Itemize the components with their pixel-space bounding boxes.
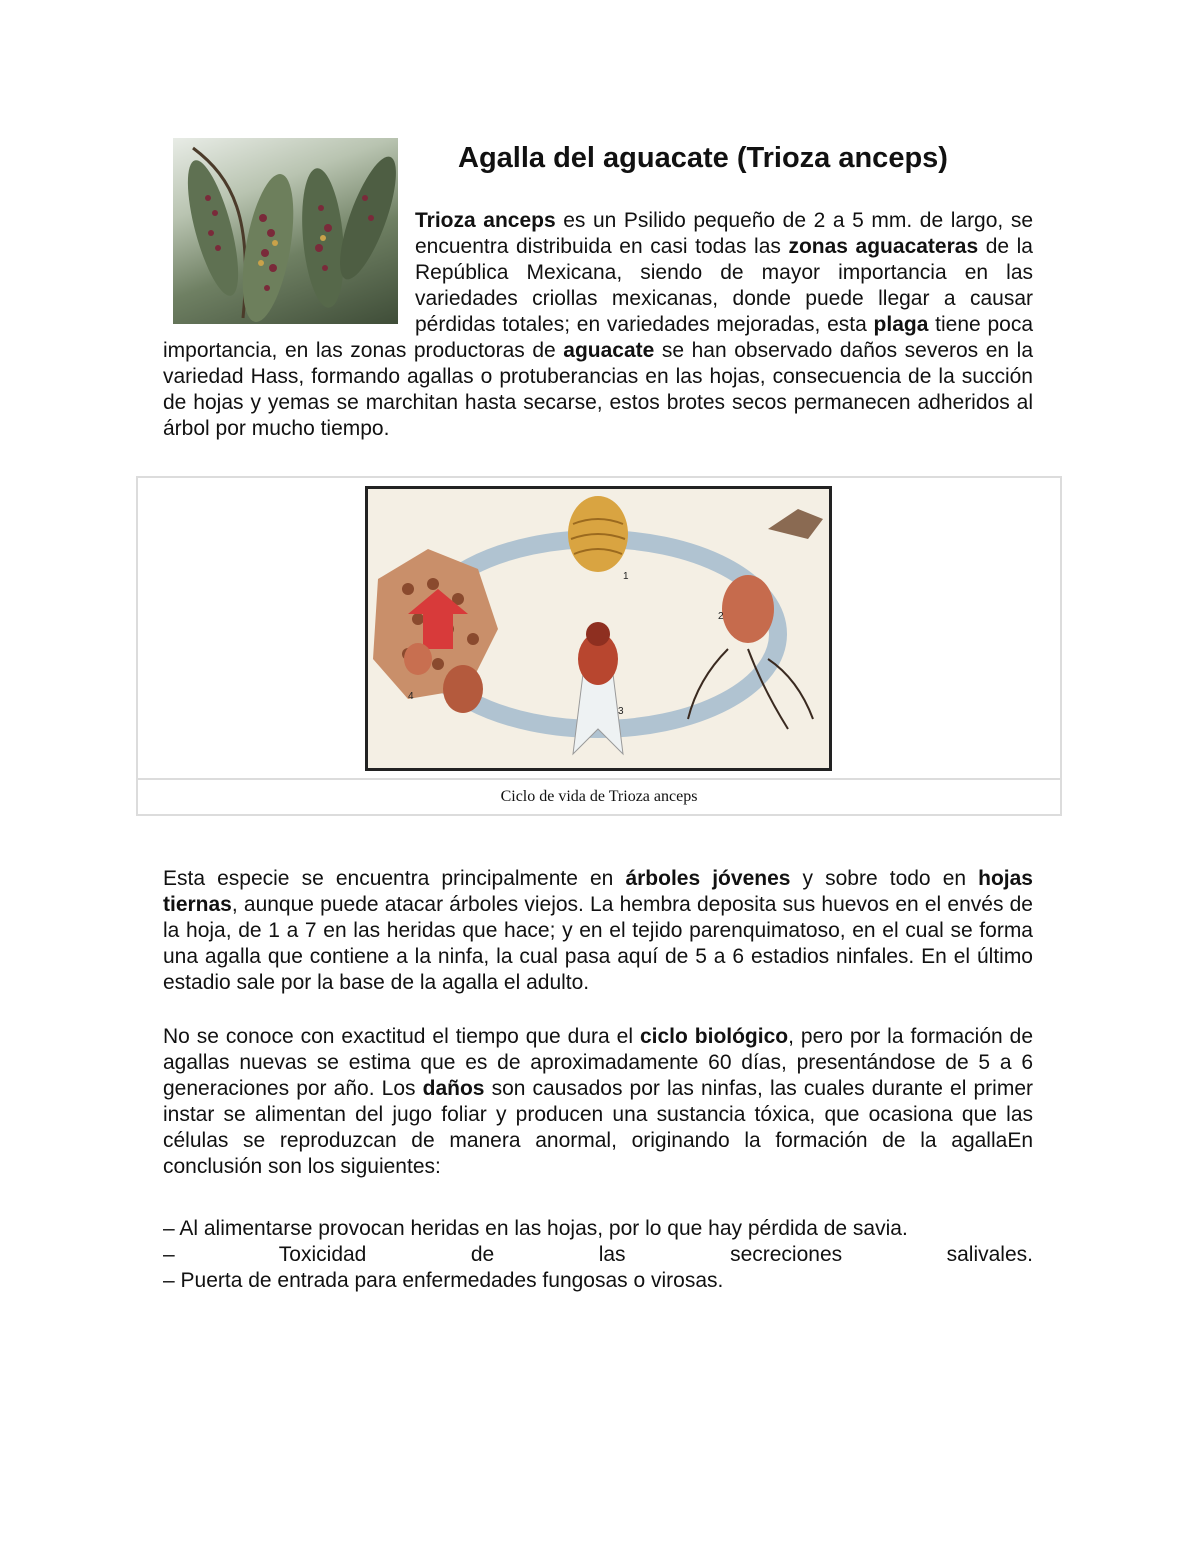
bold-term: zonas aguacateras bbox=[788, 235, 979, 258]
stage-label-1: 1 bbox=[623, 571, 629, 582]
bold-term: plaga bbox=[873, 313, 929, 336]
bold-term: Trioza anceps bbox=[415, 209, 556, 232]
body-paragraph-2: No se conoce con exactitud el tiempo que dura el ciclo biológico, pero por la formación de agallas nuevas se estima que es de aproximadamente 60 días, presentándose de 5 a 6 generaciones por año. Los daños son causados por las ninfas, las cuales durante el primer instar se alimentan del jugo foliar y producen una sustancia tóxica, que ocasiona que las células se reproduzcan de manera anormal, originando la formación de la agallaEn conclusión son los siguientes: bbox=[163, 1025, 1034, 1178]
list-item: – Puerta de entrada para enfermedades fungosas o virosas. bbox=[163, 1269, 724, 1292]
stage-label-4: 4 bbox=[408, 691, 414, 702]
list-item: – Toxicidad de las secreciones salivales. bbox=[163, 1243, 1033, 1266]
egg-stage bbox=[568, 496, 628, 572]
page-title: Agalla del aguacate (Trioza anceps) bbox=[458, 142, 948, 174]
stage-label-2: 2 bbox=[718, 611, 724, 622]
life-cycle-illustration bbox=[365, 486, 832, 771]
bold-term: daños bbox=[422, 1077, 485, 1100]
stage-label-3: 3 bbox=[618, 706, 624, 717]
bold-term: árboles jóvenes bbox=[625, 867, 791, 890]
bold-term: hojas tiernas bbox=[163, 867, 1033, 916]
bold-term: aguacate bbox=[563, 339, 655, 362]
intro-paragraph: Trioza anceps es un Psilido pequeño de 2 a 5 mm. de largo, se encuentra distribuida en casi todas las zonas aguacateras de la República Mexicana, siendo de mayor importancia en las variedades criollas mexicanas, donde puede llegar a causar pérdidas totales; en variedades mejoradas, esta plaga tiene poca importancia, en las zonas productoras de aguacate se han observado daños severos en la variedad Hass, formando agallas o protuberancias en las hojas, consecuencia de la succión de hojas y yemas se marchitan hasta secarse, estos brotes secos permanecen adheridos al árbol por mucho tiempo. bbox=[163, 209, 1034, 440]
list-item: – Al alimentarse provocan heridas en las hojas, por lo que hay pérdida de savia. bbox=[163, 1217, 908, 1240]
damage-list bbox=[163, 1216, 1033, 1294]
bold-term: ciclo biológico bbox=[639, 1025, 789, 1048]
figure-caption: Ciclo de vida de Trioza anceps bbox=[500, 788, 698, 805]
body-paragraph-1: Esta especie se encuentra principalmente en árboles jóvenes y sobre todo en hojas tiernas, aunque puede atacar árboles viejos. La hembra deposita sus huevos en el envés de la hoja, de 1 a 7 en las heridas que hace; y en el tejido parenquimatoso, en el cual se forma una agalla que contiene a la ninfa, la cual pasa aquí de 5 a 6 estadios ninfales. En el último estadio sale por la base de la agalla el adulto. bbox=[163, 867, 1033, 994]
nymph-stage bbox=[688, 509, 823, 729]
figure-divider bbox=[136, 778, 1062, 780]
